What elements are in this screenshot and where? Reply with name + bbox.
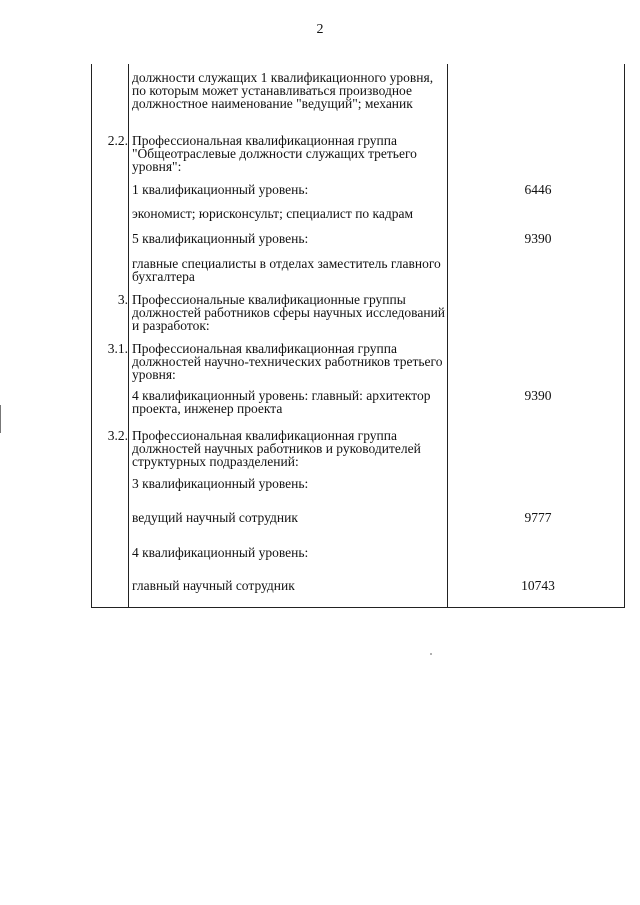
row-text: ведущий научный сотрудник — [132, 510, 298, 525]
row-number: 3. — [117, 292, 128, 307]
row-text: Профессиональная квалификационная группа должностей научно-технических работников третьего уровня: — [132, 341, 443, 382]
row-text: должности служащих 1 квалификационного уровня, по которым может устанавливаться производное должностное наименование "ведущий"; механик — [132, 70, 434, 111]
row-text: главный научный сотрудник — [132, 578, 295, 593]
row-value: 9777 — [524, 510, 552, 525]
row-number: 2.2. — [107, 133, 128, 148]
row-text: Профессиональная квалификационная группа должностей научных работников и руководителей структурных подразделений: — [132, 428, 421, 469]
row-text: 3 квалификационный уровень: — [132, 476, 309, 491]
column-divider-num — [128, 64, 129, 608]
row-text: экономист; юрисконсульт; специалист по кадрам — [132, 206, 414, 221]
table-border-bottom — [91, 607, 625, 608]
row-text: Профессиональная квалификационная группа "Общеотраслевые должности служащих третьего уровня": — [132, 133, 417, 174]
table-border-right — [624, 64, 625, 608]
row-value: 9390 — [524, 388, 552, 403]
row-number: 3.1. — [107, 341, 128, 356]
row-text: 4 квалификационный уровень: главный: архитектор проекта, инженер проекта — [132, 388, 431, 416]
row-text: 1 квалификационный уровень: — [132, 182, 309, 197]
row-text: главные специалисты в отделах заместитель главного бухгалтера — [132, 256, 441, 284]
row-value: 6446 — [524, 182, 552, 197]
scan-margin-mark — [0, 405, 1, 433]
row-value: 9390 — [524, 231, 552, 246]
row-text: 4 квалификационный уровень: — [132, 545, 309, 560]
salary-table — [91, 64, 625, 608]
row-value: 10743 — [521, 578, 555, 593]
row-text: 5 квалификационный уровень: — [132, 231, 309, 246]
scan-speck — [430, 653, 432, 655]
row-number: 3.2. — [107, 428, 128, 443]
row-text: Профессиональные квалификационные группы должностей работников сферы научных исследований и разработок: — [132, 292, 446, 333]
page-number: 2 — [316, 22, 324, 37]
